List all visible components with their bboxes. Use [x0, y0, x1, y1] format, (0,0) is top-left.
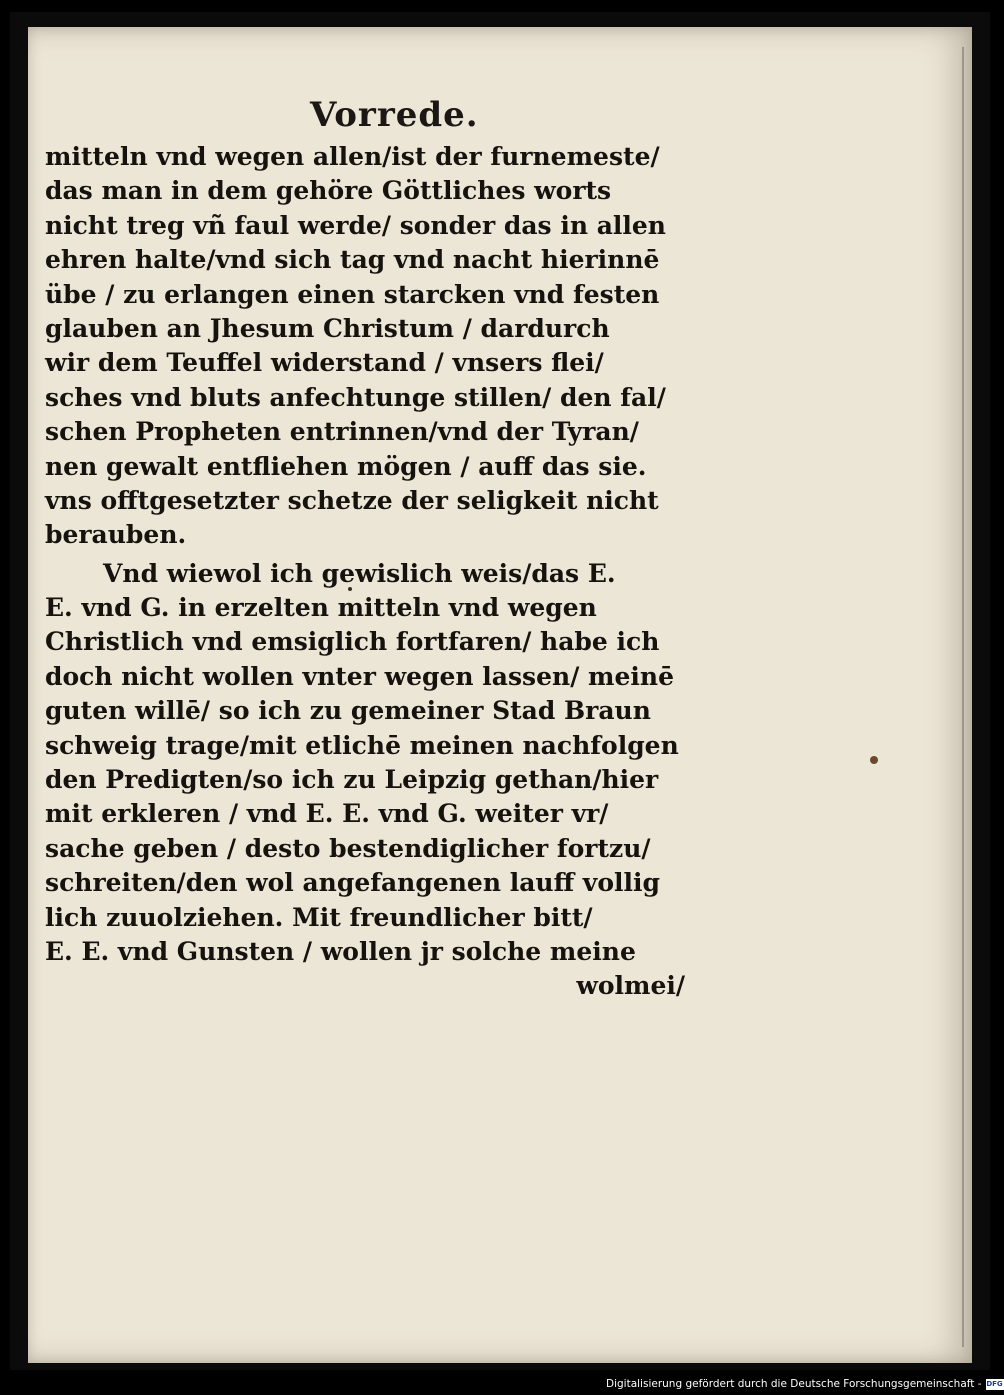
text-line: glauben an Jhesum Christum / dardurch — [45, 313, 610, 343]
text-line: nen gewalt entfliehen mögen / auff das sie. — [45, 451, 647, 481]
text-line: Christlich vnd emsiglich fortfaren/ habe ich — [45, 627, 660, 657]
page-edge — [962, 47, 964, 1347]
text-line: mitteln vnd wegen allen/ist der furnemeste/ — [45, 142, 660, 171]
digitization-footer — [606, 1376, 1004, 1392]
text-line: den Predigten/so ich zu Leipzig gethan/hier — [45, 765, 659, 795]
text-line: schreiten/den wol angefangenen lauff vollig — [45, 868, 660, 898]
text-line: sches vnd bluts anfechtunge stillen/ den fal/ — [45, 382, 666, 412]
text-line: mit erkleren / vnd E. E. vnd G. weiter vr/ — [45, 799, 609, 829]
text-line: schen Propheten entrinnen/vnd der Tyran/ — [45, 417, 639, 447]
text-line: E. E. vnd Gunsten / wollen jr solche meine — [45, 936, 636, 966]
text-line: lich zuuolziehen. Mit freundlicher bitt/ — [45, 902, 593, 932]
text-line: vns offtgesetzter schetze der seligkeit nicht — [45, 485, 659, 515]
text-line: Vnd wiewol ich gewislich weis/das E. — [103, 558, 616, 588]
dfg-logo: DFG — [986, 1379, 1003, 1388]
text-line: berauben. — [45, 520, 187, 550]
text-line: doch nicht wollen vnter wegen lassen/ meinē — [45, 661, 674, 691]
catchword: wolmei/ — [576, 971, 685, 1001]
text-line: übe / zu erlangen einen starcken vnd festen — [45, 279, 660, 309]
footer-text: Digitalisierung gefördert durch die Deutsche Forschungsgemeinschaft - — [606, 1378, 982, 1390]
paper-stain — [870, 756, 878, 764]
text-line: das man in dem gehöre Göttliches worts — [45, 176, 612, 206]
text-block — [45, 140, 705, 1004]
text-line: wir dem Teuffel widerstand / vnsers flei/ — [45, 348, 604, 378]
text-line: schweig trage/mit etlichē meinen nachfolgen — [45, 730, 679, 760]
text-line: ehren halte/vnd sich tag vnd nacht hierinnē — [45, 245, 660, 275]
text-line: sache geben / desto bestendiglicher fortzu/ — [45, 833, 651, 863]
running-head: Vorrede. — [310, 95, 479, 135]
text-line: E. vnd G. in erzelten mitteln vnd wegen — [45, 593, 597, 623]
text-line: guten willē/ so ich zu gemeiner Stad Braun — [45, 696, 651, 726]
text-line: nicht treg vñ faul werde/ sonder das in allen — [45, 210, 666, 240]
